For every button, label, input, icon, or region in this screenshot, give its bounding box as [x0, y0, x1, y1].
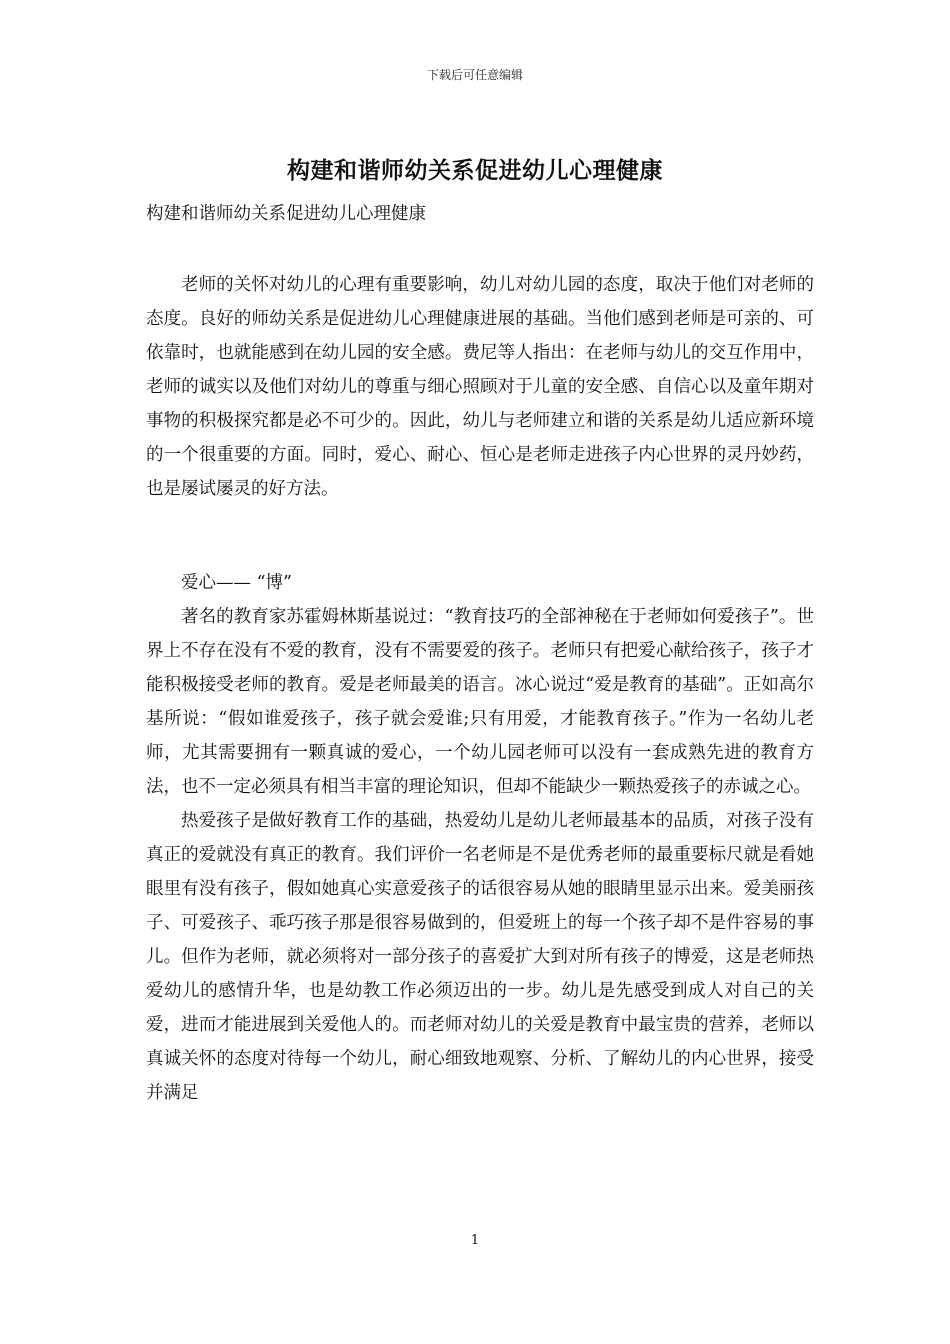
- paragraph-3: 热爱孩子是做好教育工作的基础，热爱幼儿是幼儿老师最基本的品质，对孩子没有真正的爱就没有真正的教育。我们评价一名老师是不是优秀老师的最重要标尺就是看她眼里有没有孩子，假如她真心实意爱孩子的话很容易从她的眼睛里显示出来。爱美丽孩子、可爱孩子、乖巧孩子那是很容易做到的，但爱班上的每一个孩子却不是件容易的事儿。但作为老师，就必须将对一部分孩子的喜爱扩大到对所有孩子的博爱，这是老师热爱幼儿的感情升华，也是幼教工作必须迈出的一步。幼儿是先感受到成人对自己的关爱，进而才能进展到关爱他人的。而老师对幼儿的关爱是教育中最宝贵的营养，老师以真诚关怀的态度对待每一个幼儿，耐心细致地观察、分析、了解幼儿的内心世界，接受并满足: [146, 811, 814, 1103]
- intro-section: [146, 268, 814, 506]
- document-title: 构建和谐师幼关系促进幼儿心理健康: [287, 157, 663, 184]
- paragraph-2: 著名的教育家苏霍姆林斯基说过：“教育技巧的全部神秘在于老师如何爱孩子”。世界上不存在没有不爱的教育，没有不需要爱的孩子。老师只有把爱心献给孩子，孩子才能积极接受老师的教育。爱是老师最美的语言。冰心说过“爱是教育的基础”。正如高尔基所说：“假如谁爱孩子，孩子就会爱谁;只有用爱，才能教育孩子。”作为一名幼儿老师，尤其需要拥有一颗真诚的爱心，一个幼儿园老师可以没有一套成熟先进的教育方法，也不一定必须具有相当丰富的理论知识，但却不能缺少一颗热爱孩子的赤诚之心。: [146, 607, 814, 797]
- page-number: 1: [470, 1233, 480, 1248]
- love-section: [146, 566, 814, 1110]
- document-subtitle: 构建和谐师幼关系促进幼儿心理健康: [146, 204, 426, 224]
- header-note: 下载后可任意编辑: [426, 68, 523, 82]
- intro-paragraph: 老师的关怀对幼儿的心理有重要影响，幼儿对幼儿园的态度，取决于他们对老师的态度。良好的师幼关系是促进幼儿心理健康进展的基础。当他们感到老师是可亲的、可依靠时，也就能感到在幼儿园的安全感。费尼等人指出：在老师与幼儿的交互作用中，老师的诚实以及他们对幼儿的尊重与细心照顾对于儿童的安全感、自信心以及童年期对事物的积极探究都是必不可少的。因此，幼儿与老师建立和谐的关系是幼儿适应新环境的一个很重要的方面。同时，爱心、耐心、恒心是老师走进孩子内心世界的灵丹妙药，也是屡试屡灵的好方法。: [146, 275, 814, 499]
- section-heading: 爱心—— “博”: [181, 573, 292, 593]
